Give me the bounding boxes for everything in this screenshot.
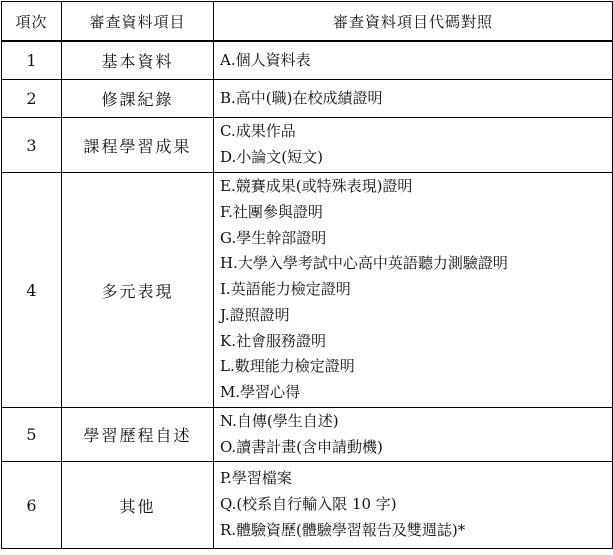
row-codes <box>214 408 613 462</box>
row-codes <box>214 80 613 118</box>
row-number: 5 <box>2 408 62 462</box>
code-entry: M.學習心得 <box>220 383 301 402</box>
code-entry: I.英語能力檢定證明 <box>220 280 351 299</box>
header-no: 項次 <box>2 2 62 42</box>
table-header-row <box>2 2 613 42</box>
row-number: 1 <box>2 41 62 80</box>
code-entry: J.證照證明 <box>220 305 290 324</box>
row-item: 學習歷程自述 <box>62 408 214 462</box>
row-item: 其他 <box>62 462 214 549</box>
code-entry: G.學生幹部證明 <box>220 228 327 247</box>
code-entry: A.個人資料表 <box>220 50 311 69</box>
table-row <box>2 80 613 118</box>
row-item: 基本資料 <box>62 41 214 80</box>
row-codes <box>214 173 613 408</box>
table-row <box>2 462 613 549</box>
review-items-table <box>1 1 613 549</box>
row-codes <box>214 118 613 173</box>
code-entry: F.社團參與證明 <box>220 202 323 221</box>
code-entry: K.社會服務證明 <box>220 331 326 350</box>
code-entry: Q.(校系自行輸入限 10 字) <box>220 495 397 514</box>
row-number: 4 <box>2 173 62 408</box>
code-entry: H.大學入學考試中心高中英語聽力測驗證明 <box>220 254 508 273</box>
row-number: 2 <box>2 80 62 118</box>
row-codes <box>214 462 613 549</box>
header-codes: 審查資料項目代碼對照 <box>214 2 613 42</box>
table-row <box>2 41 613 80</box>
code-entry: N.自傳(學生自述) <box>220 411 339 430</box>
table-row <box>2 118 613 173</box>
code-entry: R.體驗資歷(體驗學習報告及雙週誌)* <box>220 520 466 539</box>
row-item: 多元表現 <box>62 173 214 408</box>
row-item: 修課紀錄 <box>62 80 214 118</box>
row-codes <box>214 41 613 80</box>
code-entry: C.成果作品 <box>220 122 296 141</box>
code-entry: D.小論文(短文) <box>220 148 323 166</box>
row-number: 6 <box>2 462 62 549</box>
row-item: 課程學習成果 <box>62 118 214 173</box>
code-entry: O.讀書計畫(含申請動機) <box>220 437 383 456</box>
table-row <box>2 173 613 408</box>
code-entry: E.競賽成果(或特殊表現)證明 <box>220 176 413 195</box>
code-entry: B.高中(職)在校成績證明 <box>220 88 383 107</box>
code-entry: P.學習檔案 <box>220 469 292 488</box>
code-entry: L.數理能力檢定證明 <box>220 357 355 376</box>
table-row <box>2 408 613 462</box>
row-number: 3 <box>2 118 62 173</box>
header-item: 審查資料項目 <box>62 2 214 42</box>
